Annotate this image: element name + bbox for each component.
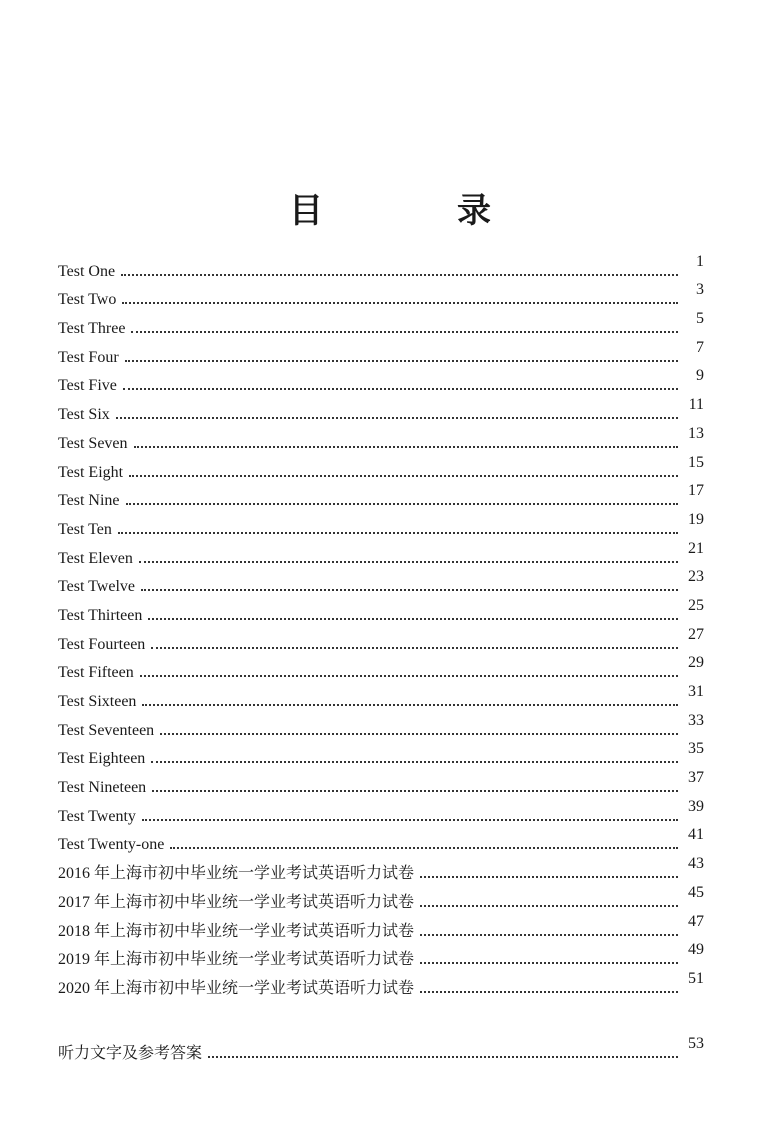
- dot-leader: [116, 417, 678, 419]
- toc-entry-title: Test Six: [58, 406, 110, 424]
- toc-entry-page: 13: [688, 424, 704, 442]
- dot-leader: [142, 704, 678, 706]
- toc-entry-title: Test Five: [58, 377, 117, 395]
- toc-entry-test-three[interactable]: [58, 309, 704, 338]
- toc-entry-page: 15: [688, 453, 704, 471]
- toc-entry-page: 49: [688, 941, 704, 959]
- dot-leader: [118, 532, 678, 534]
- dot-leader: [152, 790, 678, 792]
- dot-leader: [123, 388, 678, 390]
- toc-entry-page: 33: [688, 711, 704, 729]
- toc-entry-test-sixteen[interactable]: [58, 682, 704, 711]
- toc-entry-title: 听力文字及参考答案: [58, 1044, 203, 1062]
- toc-entry-page: 9: [696, 367, 704, 385]
- toc-entry-title: Test Ten: [58, 520, 112, 538]
- toc-entry-exam-2020[interactable]: [58, 969, 704, 998]
- dot-leader: [151, 647, 678, 649]
- toc-entry-title: Test Four: [58, 348, 119, 366]
- dot-leader: [131, 331, 678, 333]
- toc-entry-test-nineteen[interactable]: [58, 768, 704, 797]
- toc-entry-page: 51: [688, 969, 704, 987]
- toc-entry-answers[interactable]: [58, 1034, 704, 1063]
- toc-entry-exam-2016[interactable]: [58, 854, 704, 883]
- dot-leader: [121, 274, 678, 276]
- dot-leader: [160, 733, 678, 735]
- toc-entry-page: 41: [688, 826, 704, 844]
- toc-entry-exam-2018[interactable]: [58, 912, 704, 941]
- toc-entry-page: 27: [688, 625, 704, 643]
- dot-leader: [148, 618, 678, 620]
- toc-entry-test-seventeen[interactable]: [58, 711, 704, 740]
- toc-entry-test-two[interactable]: [58, 281, 704, 310]
- toc-entry-test-twelve[interactable]: [58, 568, 704, 597]
- toc-entry-page: 11: [688, 396, 704, 414]
- dot-leader: [208, 1056, 678, 1058]
- toc-entry-page: 7: [696, 338, 704, 356]
- toc-entry-test-eleven[interactable]: [58, 539, 704, 568]
- toc-entry-test-eight[interactable]: [58, 453, 704, 482]
- toc-entry-page: 45: [688, 883, 704, 901]
- dot-leader: [420, 991, 678, 993]
- toc-entry-page: 39: [688, 797, 704, 815]
- toc-entry-test-nine[interactable]: [58, 482, 704, 511]
- toc-entry-page: 31: [688, 683, 704, 700]
- dot-leader: [170, 847, 678, 849]
- toc-entry-title: Test Eleven: [58, 549, 133, 567]
- toc-entry-test-fifteen[interactable]: [58, 654, 704, 683]
- toc-entry-test-six[interactable]: [58, 395, 704, 424]
- toc-entry-title: Test Eight: [58, 463, 124, 481]
- toc-entry-title: Test Nineteen: [58, 779, 147, 797]
- page-title: 目 录: [289, 190, 541, 231]
- toc-entry-title: 2020 年上海市初中毕业统一学业考试英语听力试卷: [58, 979, 415, 997]
- toc-entry-title: Test Eighteen: [58, 750, 146, 768]
- toc-entry-test-four[interactable]: [58, 338, 704, 367]
- toc-entry-page: 5: [696, 310, 704, 328]
- dot-leader: [420, 934, 678, 936]
- toc-entry-title: Test Seventeen: [58, 721, 155, 739]
- toc-entry-title: Test Three: [58, 320, 126, 338]
- toc-entry-page: 3: [696, 281, 704, 299]
- toc-entry-title: Test Fifteen: [58, 664, 134, 682]
- toc-entry-title: Test Twelve: [58, 578, 135, 596]
- toc-entry-test-seven[interactable]: [58, 424, 704, 453]
- toc-entry-test-twenty[interactable]: [58, 797, 704, 826]
- dot-leader: [141, 589, 678, 591]
- dot-leader: [151, 761, 678, 763]
- toc-entry-page: 29: [688, 654, 704, 672]
- toc-entry-page: 23: [688, 568, 704, 586]
- toc-entry-page: 19: [688, 510, 704, 528]
- toc-entry-title: 2017 年上海市初中毕业统一学业考试英语听力试卷: [58, 893, 415, 911]
- toc-entry-title: Test Nine: [58, 492, 120, 510]
- toc-entry-title: Test Sixteen: [58, 693, 137, 710]
- toc-entry-title: Test Two: [58, 291, 117, 309]
- toc-entry-page: 43: [688, 855, 704, 873]
- toc-entry-title: Test Thirteen: [58, 606, 143, 624]
- toc-entry-test-fourteen[interactable]: [58, 625, 704, 654]
- dot-leader: [139, 561, 678, 563]
- dot-leader: [129, 475, 678, 477]
- toc-entry-page: 47: [688, 912, 704, 930]
- toc-entry-title: 2018 年上海市初中毕业统一学业考试英语听力试卷: [58, 922, 415, 940]
- toc-entry-title: 2019 年上海市初中毕业统一学业考试英语听力试卷: [58, 951, 415, 969]
- dot-leader: [142, 819, 678, 821]
- toc-entry-page: 21: [688, 539, 704, 557]
- toc-entry-title: Test Seven: [58, 434, 128, 452]
- toc-entry-title: Test Twenty: [58, 807, 136, 825]
- toc-entry-page: 37: [688, 769, 704, 787]
- toc-entry-title: Test Twenty-one: [58, 836, 165, 854]
- toc-entry-title: Test One: [58, 262, 116, 280]
- toc-entry-test-one[interactable]: [58, 252, 704, 281]
- toc-entry-title: 2016 年上海市初中毕业统一学业考试英语听力试卷: [58, 865, 415, 883]
- toc-entry-page: 1: [696, 252, 704, 270]
- toc-entry-page: 25: [688, 596, 704, 614]
- toc-entry-test-eighteen[interactable]: [58, 740, 704, 769]
- toc-entry-test-five[interactable]: [58, 367, 704, 396]
- toc-entry-test-twenty-one[interactable]: [58, 826, 704, 855]
- toc-entry-title: Test Fourteen: [58, 635, 146, 653]
- dot-leader: [134, 446, 678, 448]
- toc-entry-test-thirteen[interactable]: [58, 596, 704, 625]
- toc-entry-test-ten[interactable]: [58, 510, 704, 539]
- dot-leader: [420, 962, 678, 964]
- dot-leader: [126, 503, 678, 505]
- toc-entry-page: 17: [688, 482, 704, 500]
- table-of-contents: [58, 252, 704, 1063]
- dot-leader: [125, 360, 678, 362]
- toc-entry-exam-2017[interactable]: [58, 883, 704, 912]
- dot-leader: [140, 675, 678, 677]
- toc-entry-exam-2019[interactable]: [58, 941, 704, 970]
- toc-entry-page: 53: [688, 1034, 704, 1052]
- dot-leader: [122, 302, 678, 304]
- toc-entry-page: 35: [688, 740, 704, 758]
- dot-leader: [420, 905, 678, 907]
- dot-leader: [420, 876, 678, 878]
